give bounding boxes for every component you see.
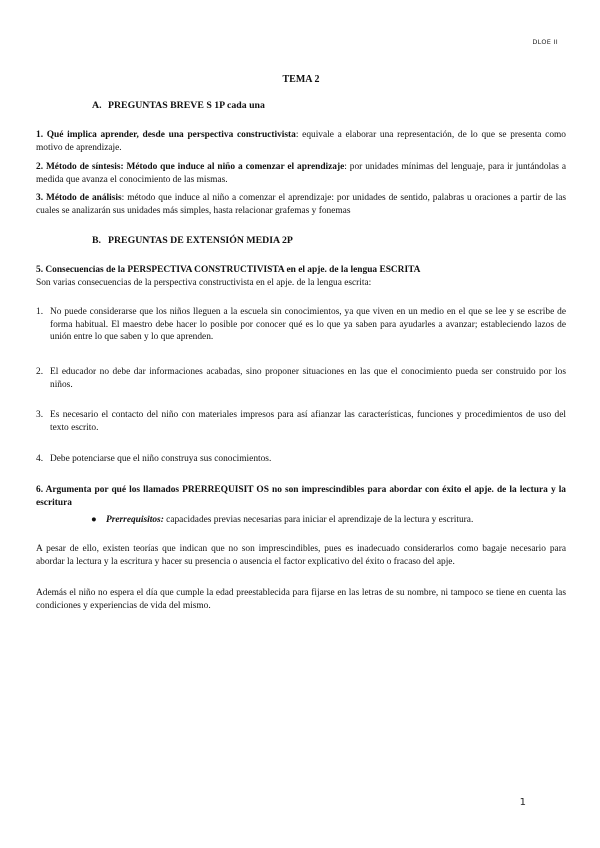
- list-item-number: 4.: [36, 454, 44, 464]
- section-b-heading: [92, 235, 293, 248]
- question-3-text: : método que induce al niño a comenzar el aprendizaje: por unidades de sentido, palabras u oraciones a partir de las cuales se analizarán sus unidades más simples, hasta relacionar grafemas y fonemas: [36, 193, 566, 216]
- question-6-paragraph-1: A pesar de ello, existen teorías que indican que no son imprescindibles, pues es inadecuado considerarlos como bagaje necesario para abordar la lectura y la escritura y hacer su presencia o ausencia el factor explicativo del éxito o fracaso del apje.: [36, 544, 566, 567]
- question-3: [36, 192, 566, 217]
- bullet-icon: ●: [91, 515, 97, 525]
- section-b-title: PREGUNTAS DE EXTENSIÓN MEDIA 2P: [108, 235, 293, 246]
- document-code: DLOE II: [532, 38, 558, 46]
- list-item-text: Debe potenciarse que el niño construya sus conocimientos.: [50, 454, 272, 464]
- question-2-text: : por unidades mínimas del lenguaje, para ir juntándolas a medida que avanza el conocimiento de las mismas.: [36, 162, 566, 185]
- section-a-title: PREGUNTAS BREVE S 1P cada una: [108, 100, 265, 111]
- bullet-label: Prerrequisitos:: [106, 515, 164, 525]
- list-item-number: 3.: [36, 410, 44, 420]
- bullet-definition: capacidades previas necesarias para iniciar el aprendizaje de la lectura y escritura.: [163, 515, 474, 525]
- list-item-text: El educador no debe dar informaciones acabadas, sino proponer situaciones en las que el conocimiento pueda ser construido por los niños.: [50, 367, 566, 390]
- question-5-heading: 5. Consecuencias de la PERSPECTIVA CONSTRUCTIVISTA en el apje. de la lengua ESCRITA: [36, 265, 421, 275]
- question-3-label: 3. Método de análisis: [36, 193, 122, 203]
- list-item-text: Es necesario el contacto del niño con materiales impresos para así afianzar las características, funciones y procedimientos de uso del texto escrito.: [50, 410, 566, 433]
- question-1: [36, 129, 566, 154]
- question-1-label: 1. Qué implica aprender, desde una perspectiva constructivista: [36, 130, 296, 140]
- question-6-heading: 6. Argumenta por qué los llamados PRERREQUISIT OS no son imprescindibles para abordar con éxito el apje. de la lectura y la escritura: [36, 485, 566, 508]
- question-2-label: 2. Método de síntesis: Método que induce al niño a comenzar el aprendizaje: [36, 162, 345, 172]
- page-title: TEMA 2: [282, 74, 320, 85]
- list-item-number: 1.: [36, 307, 44, 317]
- section-a-heading: [92, 100, 265, 113]
- section-a-letter: A.: [92, 100, 102, 111]
- list-item-number: 2.: [36, 367, 44, 377]
- page-number: 1: [519, 797, 526, 808]
- question-5-intro: Son varias consecuencias de la perspectiva constructivista en el apje. de la lengua escrita:: [36, 278, 372, 288]
- question-6-paragraph-2: Además el niño no espera el día que cumple la edad preestablecida para fijarse en las letras de su nombre, ni tampoco se tiene en cuenta las condiciones y experiencias de vida del mismo.: [36, 588, 566, 611]
- question-1-text: : equivale a elaborar una representación, de lo que se presenta como motivo de aprendizaje.: [36, 130, 566, 153]
- list-item-text: No puede considerarse que los niños lleguen a la escuela sin conocimientos, ya que viven en un medio en el que se lee y se escribe de forma habitual. El maestro debe hacer lo posible por conocer qué es lo que ya saben para ayudarles a avanzar; estableciendo lazos de unión entre lo que saben y lo que aprenden.: [50, 307, 566, 343]
- bullet-text: [106, 514, 566, 527]
- section-b-letter: B.: [92, 235, 101, 246]
- question-2: [36, 161, 566, 186]
